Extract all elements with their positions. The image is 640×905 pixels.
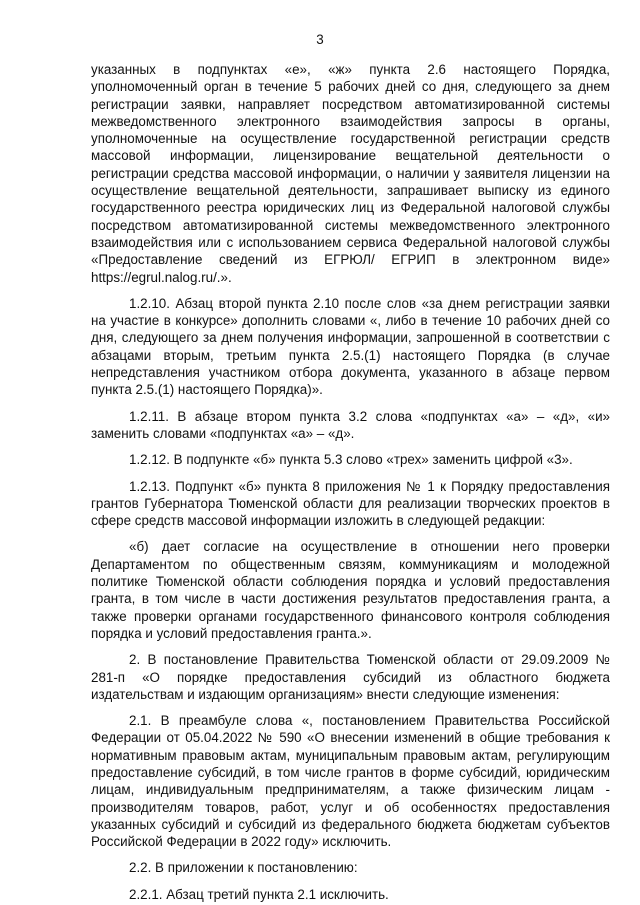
paragraph-2: 2. В постановление Правительства Тюменской области от 29.09.2009 № 281-п «О порядке предоставления субсидий из областного бюджета издательствам и издающим организациям» внести следующие изменения: xyxy=(91,652,610,702)
paragraph-1-2-13: 1.2.13. Подпункт «б» пункта 8 приложения № 1 к Порядку предоставления грантов Губернатора Тюменской области для реализации творческих проектов в сфере средств массовой информации изложить в следующей редакции: xyxy=(91,478,610,529)
paragraph-1-2-11: 1.2.11. В абзаце втором пункта 3.2 слова «подпунктах «а» – «д», «и» заменить словами «подпунктах «а» – «д». xyxy=(91,408,610,441)
paragraph-continuation: указанных в подпунктах «е», «ж» пункта 2.6 настоящего Порядка, уполномоченный орган в течение 5 рабочих дней со дня, следующего за днем регистрации заявки, направляет посредством автоматизированной системы межведомственного электронного взаимодействия запросы в органы, уполномоченные на осуществление государственной регистрации средств массовой информации, лицензирование вещательной деятельности о регистрации средства массовой информации, о наличии у заявителя лицензии на осуществление вещательной деятельности, запрашивает выписку из единого государственного реестра юридических лиц из Федеральной налоговой службы посредством автоматизированной системы межведомственного электронного взаимодействия или с использованием сервиса Федеральной налоговой службы «Предоставление сведений из ЕГРЮЛ/ ЕГРИП в электронном виде» https://egrul.nalog.ru/.». xyxy=(91,62,610,285)
paragraph-2-2: 2.2. В приложении к постановлению: xyxy=(129,860,358,876)
paragraph-2-1: 2.1. В преамбуле слова «, постановлением Правительства Российской Федерации от 05.04.2022 № 590 «О внесении изменений в общие требования к нормативным правовым актам, муниципальным правовым актам, регулирующим предоставление субсидий, в том числе грантов в форме субсидий, юридическим лицам, индивидуальным предпринимателям, а также физическим лицам - производителям товаров, работ, услуг и об особенностях предоставления указанных субсидий и субсидий из федерального бюджета бюджетам субъектов Российской Федерации в 2022 году» исключить. xyxy=(91,713,610,850)
page-number: 3 xyxy=(316,32,324,47)
paragraph-2-2-1: 2.2.1. Абзац третий пункта 2.1 исключить. xyxy=(129,886,389,902)
document-body xyxy=(91,61,610,903)
paragraph-1-2-12: 1.2.12. В подпункте «б» пункта 5.3 слово «трех» заменить цифрой «3». xyxy=(129,452,573,468)
paragraph-1-2-10: 1.2.10. Абзац второй пункта 2.10 после слов «за днем регистрации заявки на участие в конкурсе» дополнить словами «, либо в течение 10 рабочих дней со дня, следующего за днем получения информации, запрошенной в соответствии с абзацами вторым, третьим пункта 2.5.(1) настоящего Порядка (в случае непредставления участником отбора документа, указанного в абзаце первом пункта 2.5.(1) настоящего Порядка)». xyxy=(91,295,610,398)
paragraph-quoted-b: «б) дает согласие на осуществление в отношении него проверки Департаментом по общественным связям, коммуникациям и молодежной политике Тюменской области соблюдения порядка и условий предоставления гранта, в том числе в части достижения результатов предоставления гранта, а также проверки органами государственного финансового контроля соблюдения порядка и условий предоставления гранта.». xyxy=(91,539,610,641)
